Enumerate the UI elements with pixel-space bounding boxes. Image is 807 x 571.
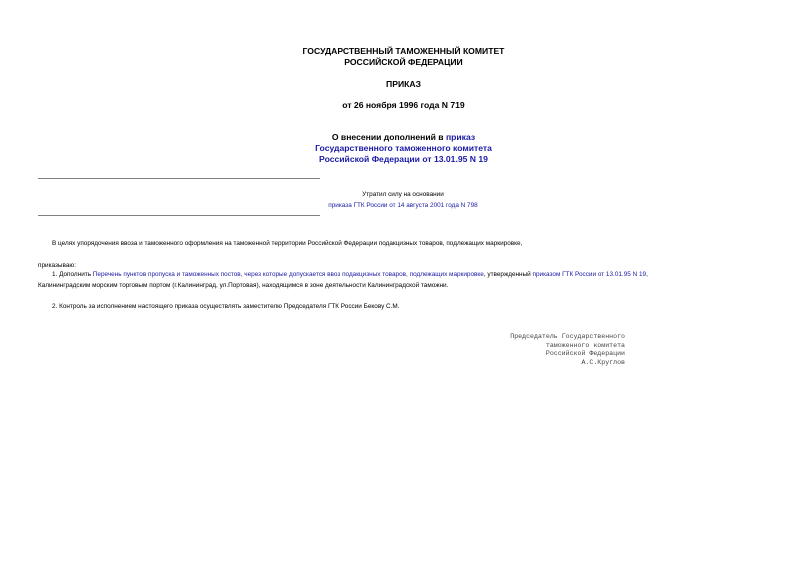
document-type: ПРИКАЗ: [386, 79, 421, 89]
document-subject: [0, 132, 807, 165]
item-1-line-1: [52, 270, 648, 280]
item-1-end: ,: [646, 271, 648, 278]
item-1-order-link[interactable]: приказом ГТК России от 13.01.95 N 19: [532, 271, 647, 278]
bottom-divider: [38, 215, 320, 216]
signature-line-4: А.С.Круглов: [581, 358, 625, 366]
organization-title: [0, 46, 807, 68]
item-1-prefix: 1. Дополнить: [52, 271, 93, 278]
top-divider: [38, 178, 320, 179]
intro-paragraph: В целях упорядочения ввоза и таможенного оформления на таможенной территории Российской Федерации подакцизных товаров, подлежащих маркировке,: [52, 240, 523, 247]
status-note-text: Утратил силу на основании: [362, 191, 444, 198]
subject-link-part-2[interactable]: Государственного таможенного комитета: [315, 143, 492, 153]
status-note: [320, 190, 486, 210]
subject-link-part-1[interactable]: приказ: [445, 132, 476, 142]
signature-line-2: таможенного комитета: [545, 341, 625, 349]
signature-line-1: Председатель Государственного: [510, 333, 625, 340]
subject-line-1: [0, 132, 807, 143]
document-date-number: от 26 ноября 1996 года N 719: [342, 100, 465, 110]
subject-prefix: О внесении дополнений в: [331, 132, 446, 142]
item-1-list-link[interactable]: Перечень пунктов пропуска и таможенных постов, через которые допускается ввоз подакцизных товаров, подлежащих маркировке: [92, 271, 484, 278]
org-line-2: РОССИЙСКОЙ ФЕДЕРАЦИИ: [344, 57, 463, 67]
item-2-paragraph: 2. Контроль за исполнением настоящего приказа осуществлять заместителю Председателя ГТК России Бекову С.М.: [52, 303, 400, 310]
status-note-link[interactable]: приказа ГТК России от 14 августа 2001 года N 798: [328, 202, 478, 209]
order-word: приказываю:: [38, 262, 76, 269]
signature-line-3: Российской Федерации: [545, 350, 625, 358]
subject-link-part-3[interactable]: Российской Федерации от 13.01.95 N 19: [319, 154, 488, 164]
org-line-1: ГОСУДАРСТВЕННЫЙ ТАМОЖЕННЫЙ КОМИТЕТ: [302, 46, 505, 56]
signature-block: [510, 333, 625, 367]
item-1-mid: , утвержденный: [483, 271, 533, 278]
item-1-line-2: Калининградским морским торговым портом (г.Калининград, ул.Портовая), находящимся в зоне деятельности Калининградской таможни.: [38, 282, 449, 289]
